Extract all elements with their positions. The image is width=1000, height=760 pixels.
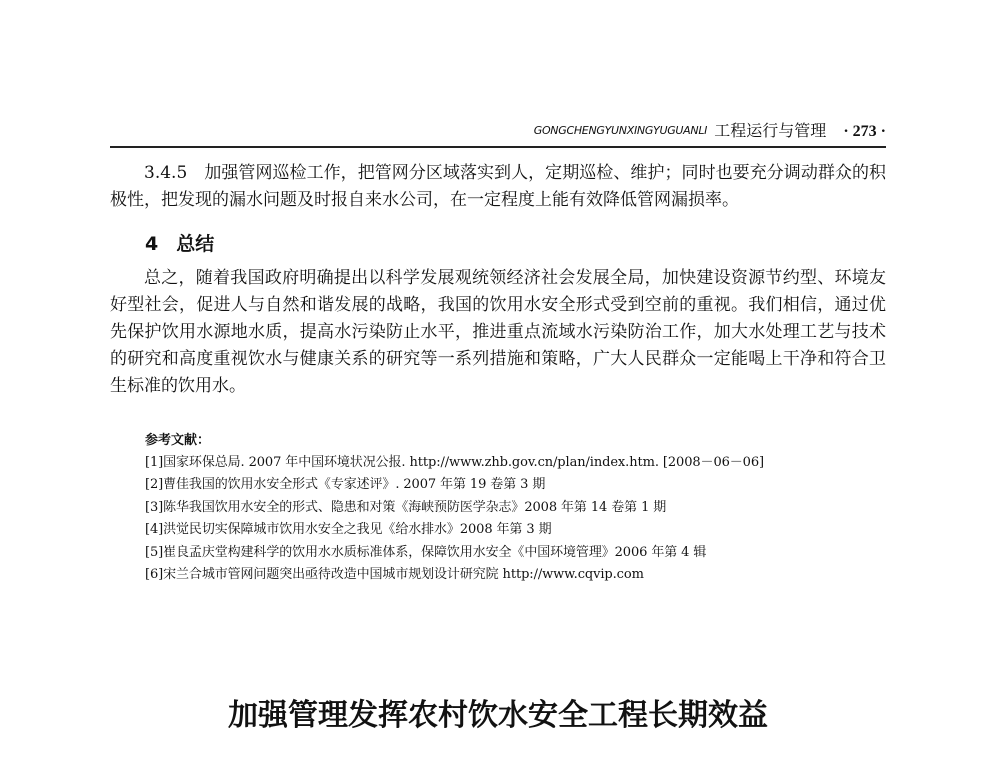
paragraph-conclusion: 总之，随着我国政府明确提出以科学发展观统领经济社会发展全局，加快建设资源节约型、环境友好型社会，促进人与自然和谐发展的战略，我国的饮用水安全形式受到空前的重视。我们相信，通过优先保护饮用水源地水质，提高水污染防止水平，推进重点流域水污染防治工作，加大水处理工艺与技术的研究和高度重视饮水与健康关系的研究等一系列措施和策略，广大人民群众一定能喝上干净和符合卫生标准的饮用水。	[110, 268, 886, 396]
reference-item: [4]洪觉民切实保障城市饮用水安全之我见《给水排水》2008 年第 3 期	[145, 522, 552, 538]
section-number: 4	[145, 233, 159, 255]
reference-item: [6]宋兰合城市管网问题突出亟待改造中国城市规划设计研究院 http://www.cqvip.com	[145, 567, 644, 583]
header-pinyin: GONGCHENGYUNXINGYUGUANLI	[533, 124, 708, 137]
header-section-title: 工程运行与管理	[714, 121, 827, 140]
header-divider	[110, 146, 886, 148]
references-heading: 参考文献：	[145, 433, 211, 448]
reference-item: [3]陈华我国饮用水安全的形式、隐患和对策《海峡预防医学杂志》2008 年第 14 卷第 1 期	[145, 499, 667, 515]
reference-item: [2]曹佳我国的饮用水安全形式《专家述评》. 2007 年第 19 卷第 3 期	[145, 477, 546, 493]
running-header	[110, 118, 886, 142]
section-title: 总结	[176, 233, 215, 255]
page-number: · 273 ·	[843, 123, 886, 140]
section-heading-conclusion	[145, 229, 214, 256]
reference-item: [1]国家环保总局. 2007 年中国环境状况公报. http://www.zhb.gov.cn/plan/index.htm. [2008－06－06]	[145, 455, 764, 470]
reference-item: [5]崔良孟庆堂构建科学的饮用水水质标准体系，保障饮用水安全《中国环境管理》2006 年第 4 辑	[145, 544, 707, 560]
paragraph-3-4-5: 3.4.5 加强管网巡检工作，把管网分区域落实到人，定期巡检、维护；同时也要充分调动群众的积极性，把发现的漏水问题及时报自来水公司，在一定程度上能有效降低管网漏损率。	[110, 163, 886, 210]
next-article-title: 加强管理发挥农村饮水安全工程长期效益	[228, 698, 768, 733]
reference-list	[145, 452, 886, 586]
